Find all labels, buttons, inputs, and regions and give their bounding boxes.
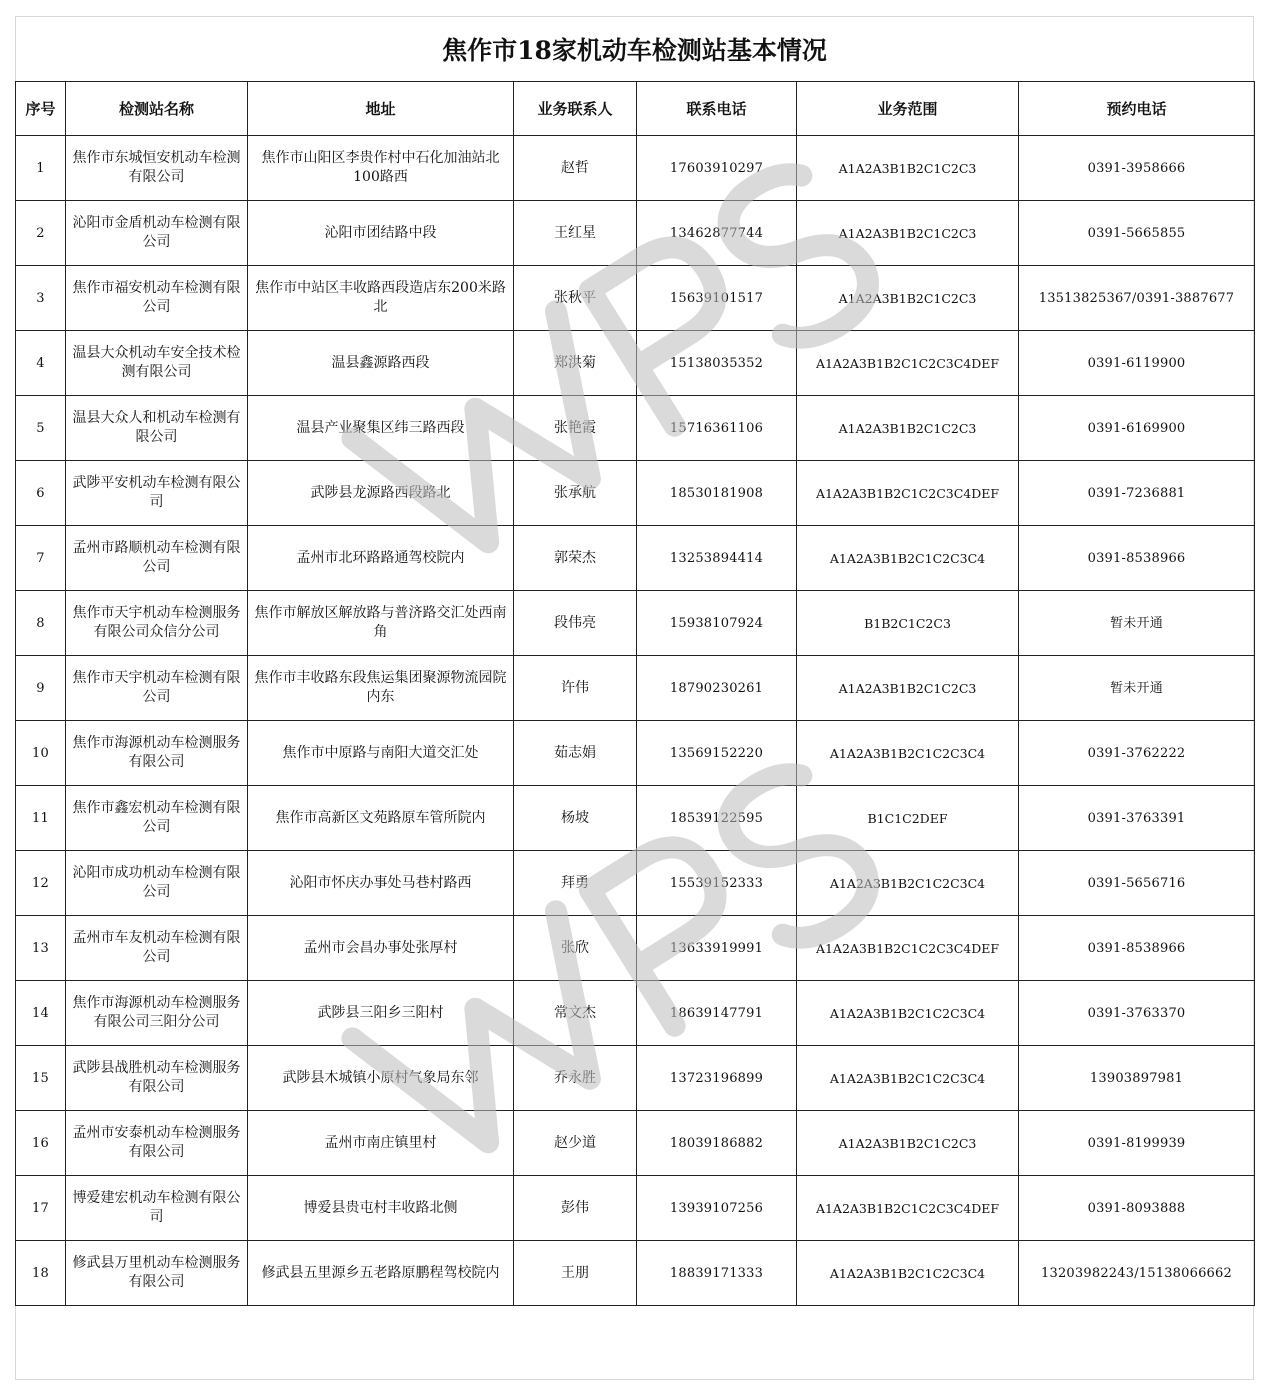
header-index: 序号: [16, 82, 66, 136]
cell-appointment-phone: 0391-3762222: [1019, 721, 1255, 786]
table-row: [16, 1111, 1255, 1176]
cell-contact-phone: 17603910297: [637, 136, 797, 201]
table-row: [16, 656, 1255, 721]
cell-contact-person: 王红星: [514, 201, 637, 266]
cell-index: 2: [16, 201, 66, 266]
cell-contact-phone: 18039186882: [637, 1111, 797, 1176]
cell-station-name: 焦作市海源机动车检测服务有限公司: [66, 721, 248, 786]
cell-contact-person: 郑洪菊: [514, 331, 637, 396]
cell-contact-person: 段伟亮: [514, 591, 637, 656]
cell-index: 3: [16, 266, 66, 331]
cell-station-name: 温县大众机动车安全技术检测有限公司: [66, 331, 248, 396]
cell-business-scope: A1A2A3B1B2C1C2C3C4: [797, 981, 1019, 1046]
cell-address: 沁阳市团结路中段: [248, 201, 514, 266]
cell-address: 沁阳市怀庆办事处马巷村路西: [248, 851, 514, 916]
cell-appointment-phone: 13203982243/15138066662: [1019, 1241, 1255, 1306]
cell-station-name: 修武县万里机动车检测服务有限公司: [66, 1241, 248, 1306]
cell-appointment-phone: 0391-8199939: [1019, 1111, 1255, 1176]
cell-station-name: 武陟县战胜机动车检测服务有限公司: [66, 1046, 248, 1111]
cell-address: 孟州市南庄镇里村: [248, 1111, 514, 1176]
cell-station-name: 焦作市天宇机动车检测服务有限公司众信分公司: [66, 591, 248, 656]
cell-contact-person: 许伟: [514, 656, 637, 721]
cell-appointment-phone: 0391-5656716: [1019, 851, 1255, 916]
cell-business-scope: A1A2A3B1B2C1C2C3C4DEF: [797, 916, 1019, 981]
cell-appointment-phone: 0391-5665855: [1019, 201, 1255, 266]
cell-contact-person: 郭荣杰: [514, 526, 637, 591]
header-contact-phone: 联系电话: [637, 82, 797, 136]
cell-station-name: 孟州市安泰机动车检测服务有限公司: [66, 1111, 248, 1176]
cell-contact-phone: 18530181908: [637, 461, 797, 526]
cell-business-scope: A1A2A3B1B2C1C2C3C4: [797, 1241, 1019, 1306]
cell-contact-phone: 13633919991: [637, 916, 797, 981]
cell-appointment-phone: 0391-8538966: [1019, 916, 1255, 981]
cell-contact-person: 张承航: [514, 461, 637, 526]
cell-index: 18: [16, 1241, 66, 1306]
cell-appointment-phone: 0391-8093888: [1019, 1176, 1255, 1241]
header-station-name: 检测站名称: [66, 82, 248, 136]
cell-contact-phone: 18639147791: [637, 981, 797, 1046]
cell-station-name: 焦作市鑫宏机动车检测有限公司: [66, 786, 248, 851]
table-row: [16, 1176, 1255, 1241]
cell-contact-person: 常文杰: [514, 981, 637, 1046]
cell-index: 11: [16, 786, 66, 851]
cell-contact-person: 张艳霞: [514, 396, 637, 461]
document-title: 焦作市18家机动车检测站基本情况: [15, 16, 1254, 82]
table-row: [16, 851, 1255, 916]
cell-business-scope: B1B2C1C2C3: [797, 591, 1019, 656]
cell-business-scope: A1A2A3B1B2C1C2C3: [797, 396, 1019, 461]
table-row: [16, 1241, 1255, 1306]
cell-index: 6: [16, 461, 66, 526]
cell-station-name: 武陟平安机动车检测有限公司: [66, 461, 248, 526]
cell-contact-phone: 15639101517: [637, 266, 797, 331]
table-row: [16, 721, 1255, 786]
cell-index: 14: [16, 981, 66, 1046]
table-row: [16, 136, 1255, 201]
header-appointment-phone: 预约电话: [1019, 82, 1255, 136]
cell-address: 焦作市高新区文苑路原车管所院内: [248, 786, 514, 851]
table-row: [16, 331, 1255, 396]
table-header-row: [16, 82, 1255, 136]
cell-appointment-phone: 0391-7236881: [1019, 461, 1255, 526]
cell-contact-phone: 15138035352: [637, 331, 797, 396]
cell-index: 13: [16, 916, 66, 981]
cell-contact-person: 赵哲: [514, 136, 637, 201]
cell-index: 5: [16, 396, 66, 461]
cell-appointment-phone: 0391-6119900: [1019, 331, 1255, 396]
cell-appointment-phone: 0391-6169900: [1019, 396, 1255, 461]
cell-appointment-phone: 0391-3958666: [1019, 136, 1255, 201]
cell-address: 焦作市中站区丰收路西段造店东200米路北: [248, 266, 514, 331]
table-body: [16, 136, 1255, 1306]
cell-contact-person: 张欣: [514, 916, 637, 981]
cell-contact-person: 乔永胜: [514, 1046, 637, 1111]
cell-contact-phone: 13253894414: [637, 526, 797, 591]
cell-appointment-phone: 暂未开通: [1019, 656, 1255, 721]
cell-station-name: 焦作市东城恒安机动车检测有限公司: [66, 136, 248, 201]
cell-index: 4: [16, 331, 66, 396]
cell-business-scope: A1A2A3B1B2C1C2C3: [797, 656, 1019, 721]
cell-address: 温县鑫源路西段: [248, 331, 514, 396]
table-row: [16, 981, 1255, 1046]
cell-contact-phone: 18790230261: [637, 656, 797, 721]
cell-address: 焦作市山阳区李贵作村中石化加油站北100路西: [248, 136, 514, 201]
header-contact-person: 业务联系人: [514, 82, 637, 136]
table-row: [16, 266, 1255, 331]
cell-contact-phone: 15539152333: [637, 851, 797, 916]
cell-address: 武陟县龙源路西段路北: [248, 461, 514, 526]
cell-address: 焦作市解放区解放路与普济路交汇处西南角: [248, 591, 514, 656]
cell-index: 17: [16, 1176, 66, 1241]
cell-appointment-phone: 0391-3763391: [1019, 786, 1255, 851]
cell-appointment-phone: 0391-3763370: [1019, 981, 1255, 1046]
cell-station-name: 孟州市路顺机动车检测有限公司: [66, 526, 248, 591]
cell-contact-person: 张秋平: [514, 266, 637, 331]
cell-address: 孟州市会昌办事处张厚村: [248, 916, 514, 981]
cell-business-scope: A1A2A3B1B2C1C2C3C4: [797, 721, 1019, 786]
cell-address: 武陟县木城镇小原村气象局东邻: [248, 1046, 514, 1111]
table-row: [16, 461, 1255, 526]
cell-station-name: 温县大众人和机动车检测有限公司: [66, 396, 248, 461]
cell-address: 焦作市丰收路东段焦运集团聚源物流园院内东: [248, 656, 514, 721]
cell-business-scope: A1A2A3B1B2C1C2C3: [797, 136, 1019, 201]
cell-index: 9: [16, 656, 66, 721]
cell-station-name: 孟州市车友机动车检测有限公司: [66, 916, 248, 981]
cell-business-scope: A1A2A3B1B2C1C2C3C4DEF: [797, 461, 1019, 526]
cell-station-name: 焦作市福安机动车检测有限公司: [66, 266, 248, 331]
cell-address: 温县产业聚集区纬三路西段: [248, 396, 514, 461]
header-business-scope: 业务范围: [797, 82, 1019, 136]
table-row: [16, 786, 1255, 851]
table-row: [16, 526, 1255, 591]
cell-contact-phone: 13723196899: [637, 1046, 797, 1111]
cell-contact-person: 彭伟: [514, 1176, 637, 1241]
cell-index: 7: [16, 526, 66, 591]
cell-address: 焦作市中原路与南阳大道交汇处: [248, 721, 514, 786]
cell-business-scope: B1C1C2DEF: [797, 786, 1019, 851]
cell-index: 1: [16, 136, 66, 201]
cell-station-name: 焦作市海源机动车检测服务有限公司三阳分公司: [66, 981, 248, 1046]
cell-appointment-phone: 0391-8538966: [1019, 526, 1255, 591]
cell-contact-phone: 13569152220: [637, 721, 797, 786]
header-address: 地址: [248, 82, 514, 136]
cell-station-name: 沁阳市金盾机动车检测有限公司: [66, 201, 248, 266]
cell-business-scope: A1A2A3B1B2C1C2C3: [797, 201, 1019, 266]
cell-address: 孟州市北环路路通驾校院内: [248, 526, 514, 591]
cell-contact-phone: 13939107256: [637, 1176, 797, 1241]
cell-business-scope: A1A2A3B1B2C1C2C3C4: [797, 526, 1019, 591]
cell-contact-phone: 15938107924: [637, 591, 797, 656]
cell-contact-person: 拜勇: [514, 851, 637, 916]
cell-index: 15: [16, 1046, 66, 1111]
cell-business-scope: A1A2A3B1B2C1C2C3C4: [797, 1046, 1019, 1111]
cell-address: 武陟县三阳乡三阳村: [248, 981, 514, 1046]
cell-business-scope: A1A2A3B1B2C1C2C3C4DEF: [797, 331, 1019, 396]
table-row: [16, 201, 1255, 266]
cell-station-name: 博爱建宏机动车检测有限公司: [66, 1176, 248, 1241]
cell-contact-phone: 18839171333: [637, 1241, 797, 1306]
cell-contact-person: 杨坡: [514, 786, 637, 851]
cell-station-name: 沁阳市成功机动车检测有限公司: [66, 851, 248, 916]
cell-contact-person: 王朋: [514, 1241, 637, 1306]
cell-business-scope: A1A2A3B1B2C1C2C3: [797, 266, 1019, 331]
cell-index: 16: [16, 1111, 66, 1176]
cell-business-scope: A1A2A3B1B2C1C2C3C4DEF: [797, 1176, 1019, 1241]
cell-contact-phone: 13462877744: [637, 201, 797, 266]
table-row: [16, 591, 1255, 656]
table-row: [16, 916, 1255, 981]
cell-address: 博爱县贵屯村丰收路北侧: [248, 1176, 514, 1241]
cell-contact-person: 茹志娟: [514, 721, 637, 786]
cell-contact-phone: 18539122595: [637, 786, 797, 851]
table-row: [16, 396, 1255, 461]
cell-business-scope: A1A2A3B1B2C1C2C3C4: [797, 851, 1019, 916]
cell-appointment-phone: 13903897981: [1019, 1046, 1255, 1111]
cell-contact-person: 赵少道: [514, 1111, 637, 1176]
cell-address: 修武县五里源乡五老路原鹏程驾校院内: [248, 1241, 514, 1306]
cell-index: 12: [16, 851, 66, 916]
cell-contact-phone: 15716361106: [637, 396, 797, 461]
cell-index: 10: [16, 721, 66, 786]
cell-appointment-phone: 暂未开通: [1019, 591, 1255, 656]
cell-appointment-phone: 13513825367/0391-3887677: [1019, 266, 1255, 331]
table-row: [16, 1046, 1255, 1111]
stations-table: [15, 81, 1255, 1306]
cell-station-name: 焦作市天宇机动车检测有限公司: [66, 656, 248, 721]
cell-business-scope: A1A2A3B1B2C1C2C3: [797, 1111, 1019, 1176]
cell-index: 8: [16, 591, 66, 656]
